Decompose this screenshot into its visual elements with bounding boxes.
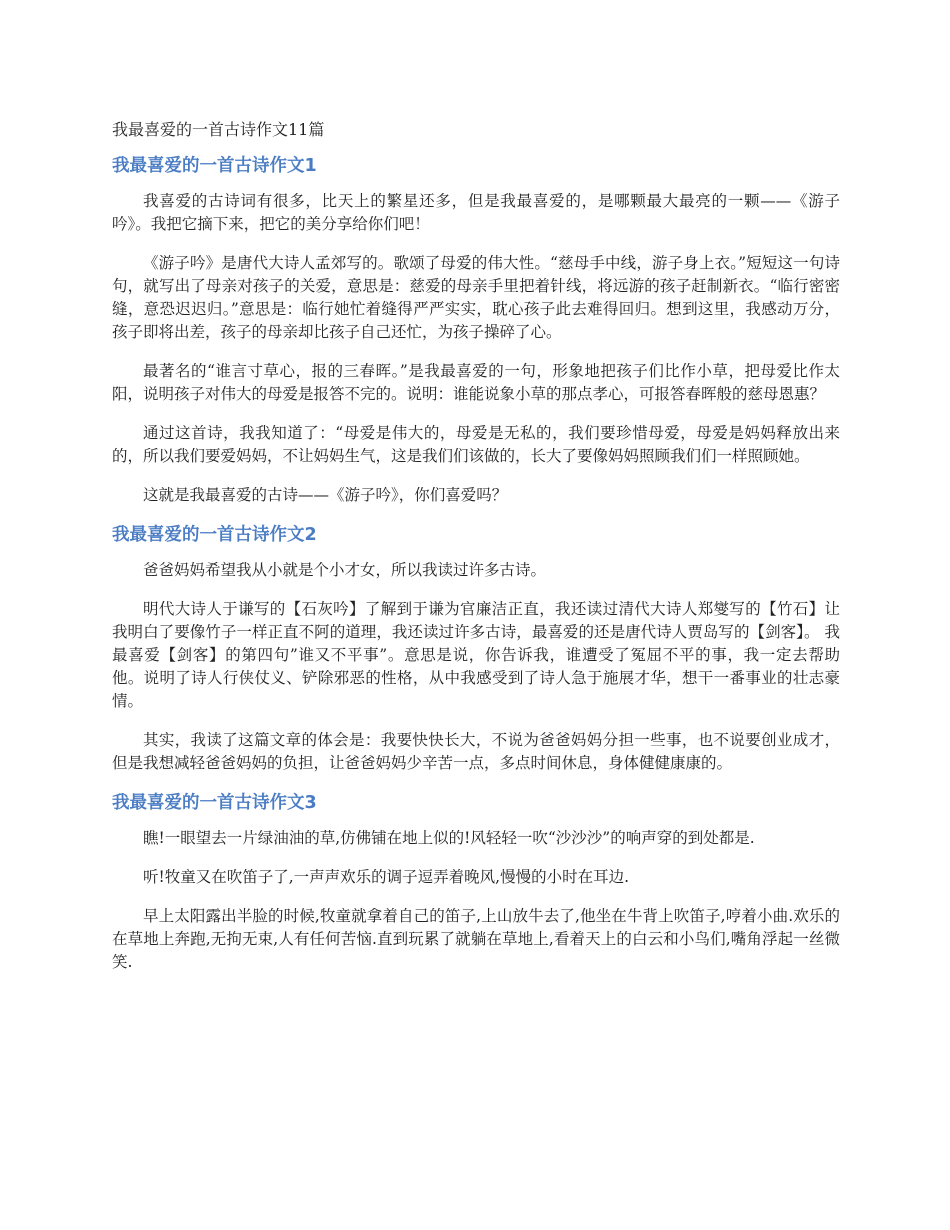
essay-section-1: [112, 154, 840, 507]
document-title: 我最喜爱的一首古诗作文11篇: [112, 120, 325, 139]
paragraph: 其实，我读了这篇文章的体会是：我要快快长大，不说为爸爸妈妈分担一些事，也不说要创业成才，但是我想减轻爸爸妈妈的负担，让爸爸妈妈少辛苦一点，多点时间休息，身体健健康康的。: [112, 731, 840, 772]
paragraph: 我喜爱的古诗词有很多，比天上的繁星还多，但是我最喜爱的，是哪颗最大最亮的一颗——《游子吟》。我把它摘下来，把它的美分享给你们吧！: [112, 192, 840, 233]
section-heading: 我最喜爱的一首古诗作文3: [112, 793, 317, 813]
section-heading: 我最喜爱的一首古诗作文1: [112, 156, 317, 176]
essay-section-2: [112, 523, 840, 775]
document-page: [112, 118, 840, 990]
paragraph: 早上太阳露出半脸的时候,牧童就拿着自己的笛子,上山放牛去了,他坐在牛背上吹笛子,哼着小曲.欢乐的在草地上奔跑,无拘无束,人有任何苦恼.直到玩累了就躺在草地上,看着天上的白云和小鸟们,嘴角浮起一丝微笑.: [112, 907, 840, 971]
paragraph: 瞧!一眼望去一片绿油油的草,仿佛铺在地上似的!风轻轻一吹“沙沙沙”的响声穿的到处都是.: [143, 829, 755, 847]
paragraph: 《游子吟》是唐代大诗人孟郊写的。歌颂了母爱的伟大性。“慈母手中线，游子身上衣。”短短这一句诗句，就写出了母亲对孩子的关爱，意思是：慈爱的母亲手里把着针线，将远游的孩子赶制新衣。“临行密密缝，意恐迟迟归。”意思是：临行她忙着缝得严严实实，耽心孩子此去难得回归。想到这里，我感动万分，孩子即将出差，孩子的母亲却比孩子自己还忙，为孩子操碎了心。: [112, 254, 840, 341]
paragraph: 爸爸妈妈希望我从小就是个小才女，所以我读过许多古诗。: [143, 561, 547, 579]
section-heading: 我最喜爱的一首古诗作文2: [112, 525, 317, 545]
paragraph: 最著名的“谁言寸草心，报的三春晖。”是我最喜爱的一句，形象地把孩子们比作小草，把母爱比作太阳，说明孩子对伟大的母爱是报答不完的。说明：谁能说象小草的那点孝心，可报答春晖般的慈母恩惠？: [112, 362, 840, 403]
paragraph: 明代大诗人于谦写的【石灰吟】了解到于谦为官廉洁正直，我还读过清代大诗人郑燮写的【竹石】让我明白了要像竹子一样正直不阿的道理，我还读过许多古诗，最喜爱的还是唐代诗人贾岛写的【剑客】。 我最喜爱【剑客】的第四句”谁又不平事”。意思是说，你告诉我，谁遭受了冤屈不平的事，我一定去帮助他。说明了诗人行侠仗义、铲除邪恶的性格，从中我感受到了诗人急于施展才华，想干一番事业的壮志豪情。: [112, 600, 840, 710]
essay-section-3: [112, 791, 840, 974]
paragraph: 通过这首诗，我我知道了：“母爱是伟大的，母爱是无私的，我们要珍惜母爱，母爱是妈妈释放出来的，所以我们要爱妈妈，不让妈妈生气，这是我们们该做的，长大了要像妈妈照顾我们们一样照顾她。: [112, 424, 840, 465]
paragraph: 听!牧童又在吹笛子了,一声声欢乐的调子逗弄着晚风,慢慢的小时在耳边.: [143, 868, 630, 886]
paragraph: 这就是我最喜爱的古诗——《游子吟》，你们喜爱吗？: [143, 486, 508, 504]
